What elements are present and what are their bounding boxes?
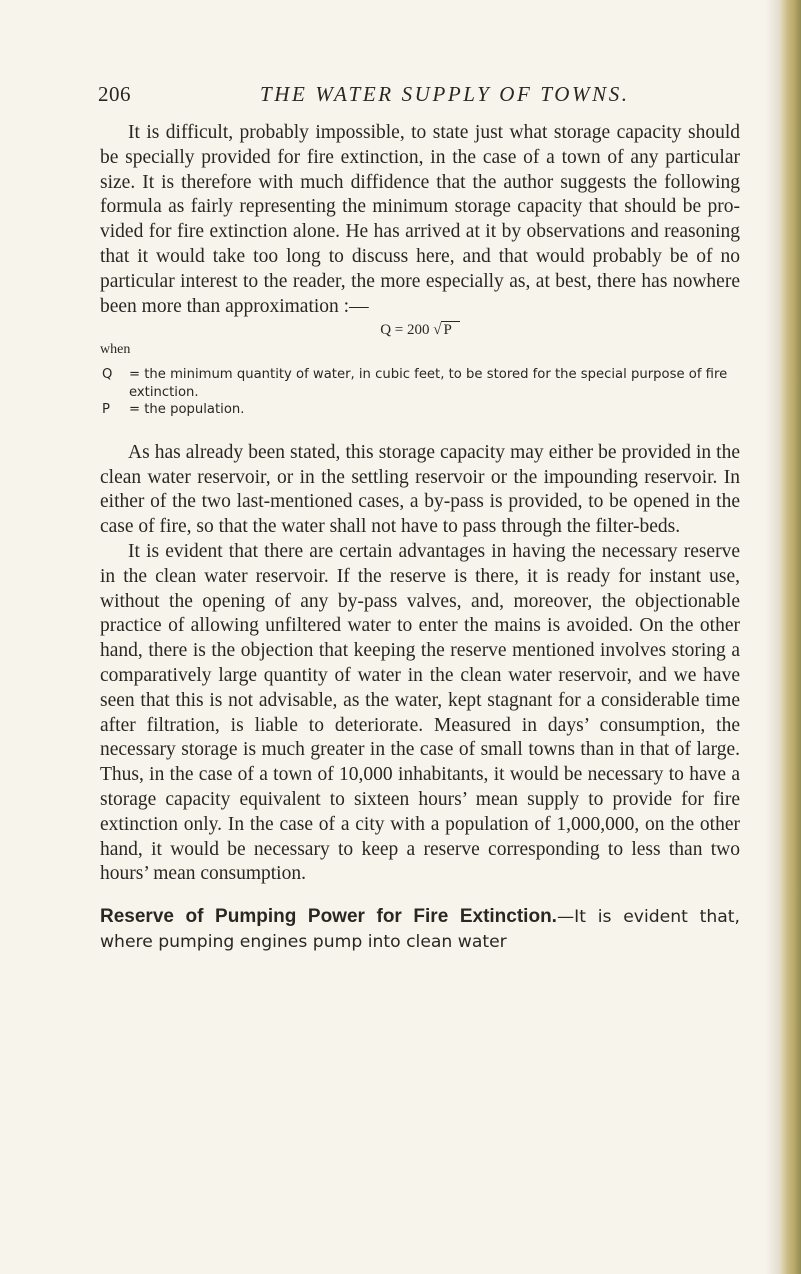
formula-definitions [100,366,740,419]
definition-symbol: P [102,402,110,418]
storage-formula [100,320,740,341]
running-title: THE WATER SUPPLY OF TOWNS. [260,82,630,106]
section-heading: Reserve of Pumping Power for Fire Extinction. [100,906,557,928]
definition-symbol: Q [102,367,113,383]
page-header [98,82,758,112]
page-number: 206 [98,82,131,106]
formula-radical: √ [433,322,442,339]
definition-text: = the minimum quantity of water, in cubic feet, to be stored for the special purpose of fire extinction. [129,367,728,400]
page-body [100,121,740,954]
definition-q [102,366,740,401]
paragraph-reservoir-options: As has already been stated, this storage capacity may either be provided in the clean water reservoir, or in the settling reservoir or the impounding reservoir. In either of the two last-mentioned cases, a by-pass is provided, to be opened in the case of fire, so that the water shall not have to pass through the filter-beds. [100,441,740,538]
definition-p [102,401,740,419]
binding-shadow [765,0,779,1274]
formula-lhs: Q = 200 [380,322,430,339]
formula-radicand: P [441,321,459,338]
page-edge [779,0,801,1274]
section-pumping-reserve [100,905,740,954]
paragraph-fire-storage: It is difficult, probably impossible, to state just what storage capacity should be specially provided for fire extinction, in the case of a town of any particular size. It is therefore with much diffidence that the author suggests the following formula as fairly representing the minimum storage capacity that should be provided for fire extinction alone. He has arrived at it by observations and reasoning that it would take too long to discuss here, and that would probably be of no particular interest to the reader, the more especially as, at best, there has nowhere been more than approximation :— [100,122,740,317]
paragraph-reserve-advantages: It is evident that there are certain advantages in having the necessary reserve in the clean water reservoir. If the reserve is there, it is ready for instant use, without the opening of any by-pass valves, and, moreover, the objectionable practice of allowing unfiltered water to enter the mains is avoided. On the other hand, there is the objection that keeping the reserve mentioned involves storing a comparatively large quantity of water in the clean water reservoir, and we have seen that this is not advisable, as the water, kept stagnant for a considerable time after filtration, is liable to deteriorate. Measured in days’ consumption, the necessary storage is much greater in the case of small towns than in that of large. Thus, in the case of a town of 10,000 inhabitants, it would be necessary to have a storage capacity equivalent to sixteen hours’ mean supply to provide for fire extinction only. In the case of a city with a population of 1,000,000, on the other hand, it would be necessary to keep a reserve corresponding to less than two hours’ mean consumption. [100,541,740,885]
definition-text: = the population. [129,402,245,418]
section-text: —It is evident that, where pumping engines pump into clean water [100,907,741,952]
when-label: when [100,342,131,358]
